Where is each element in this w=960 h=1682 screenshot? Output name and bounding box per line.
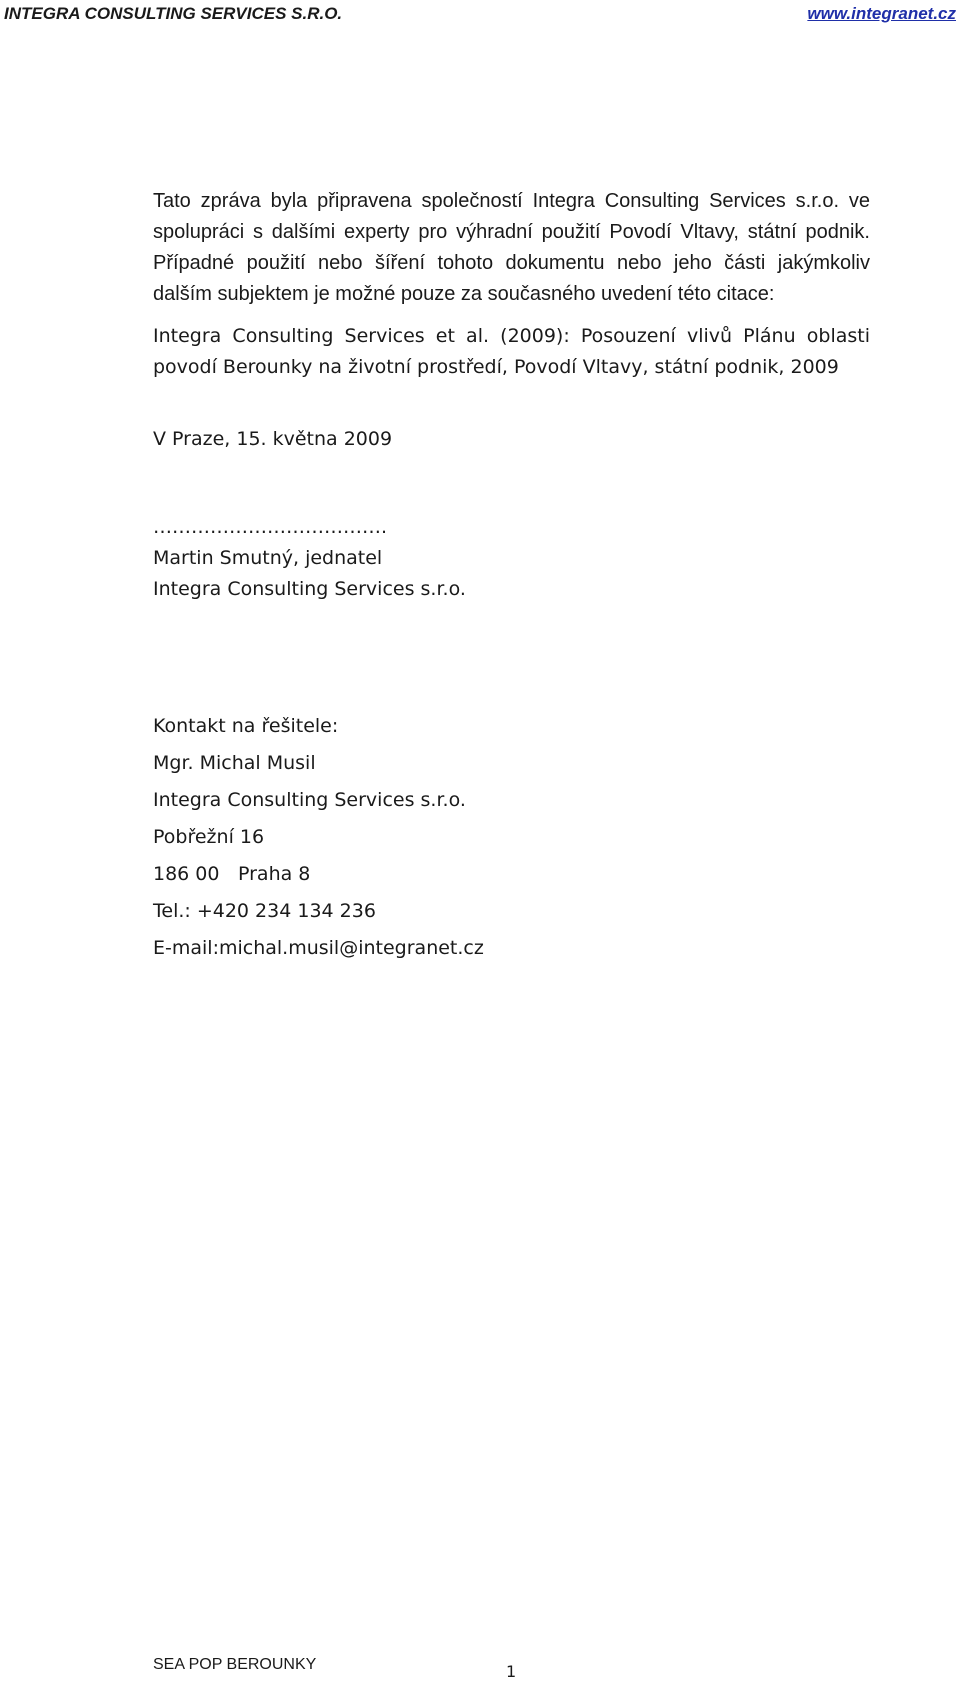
contact-heading: Kontakt na řešitele:: [153, 715, 339, 737]
contact-company: Integra Consulting Services s.r.o.: [153, 789, 466, 811]
contact-address: [153, 856, 870, 893]
contact-email[interactable]: E-mail:michal.musil@integranet.cz: [153, 937, 484, 959]
document-body: [153, 186, 870, 967]
contact-name: Mgr. Michal Musil: [153, 752, 316, 774]
footer-document-title: SEA POP BEROUNKY: [153, 1656, 317, 1673]
header-website-link[interactable]: www.integranet.cz: [807, 4, 956, 23]
date-line: V Praze, 15. května 2009: [153, 428, 393, 450]
signatory-name: Martin Smutný, jednatel: [153, 547, 383, 569]
citation-paragraph: Integra Consulting Services et al. (2009): Posouzení vlivů Plánu oblasti povodí Berounky na životní prostředí, Povodí Vltavy, státní podnik, 2009: [153, 325, 870, 378]
contact-phone: Tel.: +420 234 134 236: [153, 900, 376, 922]
signature-dots: ……………………………….: [153, 516, 388, 538]
intro-paragraph: Tato zpráva byla připravena společností Integra Consulting Services s.r.o. ve spolupráci s dalšími experty pro výhradní použití Povodí Vltavy, státní podnik. Případné použití nebo šíření tohoto dokumentu nebo jeho části jakýmkoliv dalším subjektem je možné pouze za současného uvedení této citace:: [153, 190, 870, 305]
footer-page-number: 1: [506, 1662, 517, 1681]
contact-city: Praha 8: [238, 863, 311, 885]
contact-postal-code: 186 00: [153, 863, 220, 885]
signatory-company: Integra Consulting Services s.r.o.: [153, 578, 466, 600]
signature-block: [153, 512, 870, 605]
contact-block: [153, 708, 870, 967]
header-company-name: INTEGRA CONSULTING SERVICES S.R.O.: [4, 4, 343, 23]
contact-street: Pobřežní 16: [153, 826, 265, 848]
